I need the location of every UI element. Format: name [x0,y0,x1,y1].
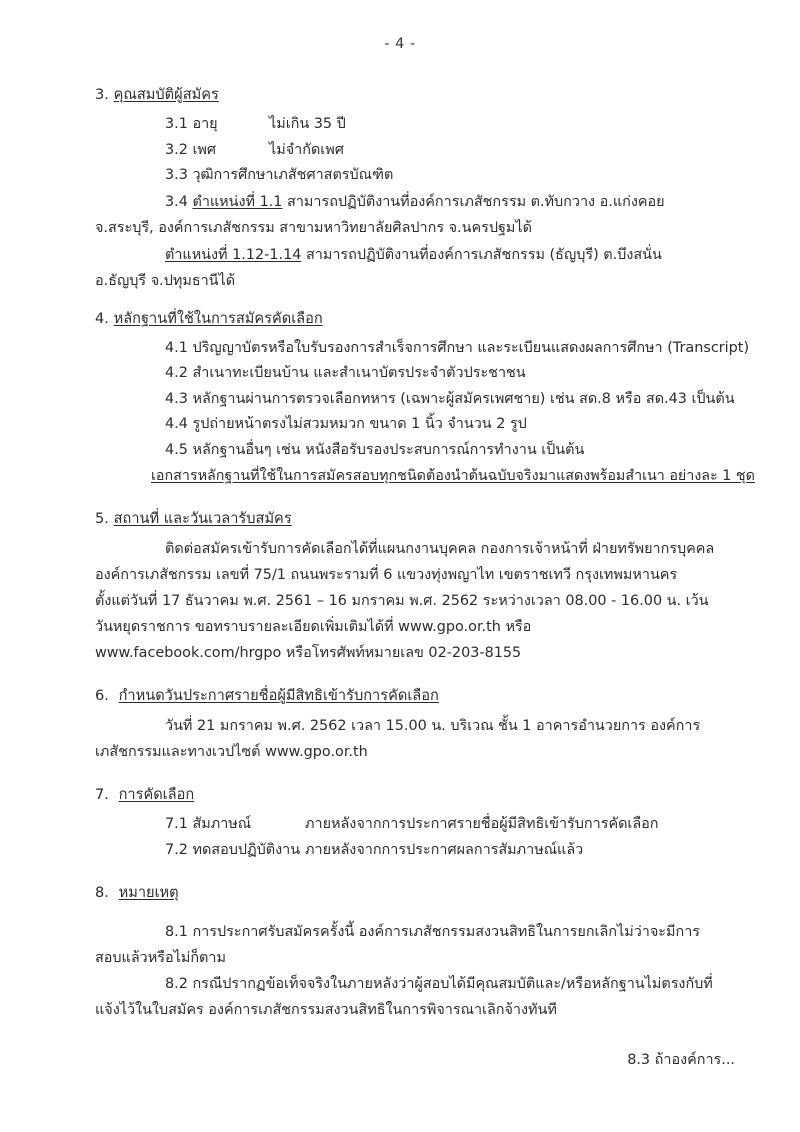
item-3-3-value: เภสัชศาสตรบัณฑิต [273,167,394,183]
item-4-4: 4.4 รูปถ่ายหน้าตรงไม่สวมหมวก ขนาด 1 นิ้ว จำนวน 2 รูป [165,416,527,432]
item-3-4-number: 3.4 [165,193,188,210]
section-5-heading [95,506,715,532]
item-3-2-label: 3.2 เพศ [165,141,216,158]
item-3-2-value: ไม่จำกัดเพศ [269,141,344,158]
item-4-2: 4.2 สำเนาทะเบียนบ้าน และสำเนาบัตรประจำตัวประชาชน [165,365,526,381]
item-7-2 [165,838,715,864]
spacer [95,767,715,782]
item-3-1-value: ไม่เกิน 35 ปี [269,116,346,132]
section-3 [95,82,715,295]
item-3-3 [165,163,715,189]
section-6-heading [95,683,715,709]
section-8 [95,880,715,1023]
item-7-2-label: 7.2 ทดสอบปฏิบัติงาน [165,841,301,858]
section-3-title: คุณสมบัติผู้สมัคร [113,86,219,103]
item-3-1 [165,112,715,138]
section-4 [95,306,755,490]
item-3-1-label: 3.1 อายุ [165,116,218,132]
section-7 [95,782,715,863]
item-3-4-body: สามารถปฏิบัติงานที่องค์การเภสัชกรรม ต.ทับกวาง อ.แก่งคอย จ.สระบุรี, องค์การเภสัชกรรม สาขามหาวิทยาลัยศิลปากร จ.นครปฐมได้ [95,193,665,236]
section-8-heading [95,880,715,906]
item-4-5: 4.5 หลักฐานอื่นๆ เช่น หนังสือรับรองประสบการณ์การทำงาน เป็นต้น [165,441,585,458]
item-7-1 [165,812,715,838]
spacer [95,910,715,919]
item-7-1-value: ภายหลังจากการประกาศรายชื่อผู้มีสิทธิเข้ารับการคัดเลือก [305,816,659,832]
section-8-title: หมายเหตุ [118,884,179,901]
section-8-number: 8. [95,884,109,901]
item-3-4b [95,242,715,295]
section-4-number: 4. [95,309,109,327]
footer-continuation: 8.3 ถ้าองค์การ... [627,1052,735,1068]
section-4-title: หลักฐานที่ใช้ในการสมัครคัดเลือก [113,309,323,327]
item-3-2 [165,138,715,164]
section-5-title: สถานที่ และวันเวลารับสมัคร [113,510,292,527]
section-7-number: 7. [95,786,109,803]
item-3-4-position-ref: ตำแหน่งที่ 1.1 [192,193,283,210]
section-7-title: การคัดเลือก [118,786,195,803]
item-3-3-label: 3.3 วุฒิการศึกษา [165,167,274,183]
section-4-heading [95,306,715,332]
section-6 [95,683,715,765]
section-4-note: เอกสารหลักฐานที่ใช้ในการสมัครสอบทุกชนิดต้องนำต้นฉบับจริงมาแสดงพร้อมสำเนา อย่างละ 1 ชุด [151,468,755,484]
item-7-2-value: ภายหลังจากการประกาศผลการสัมภาษณ์แล้ว [305,841,584,858]
spacer [95,865,715,880]
spacer [95,297,715,306]
spacer [95,491,715,506]
section-7-heading [95,782,715,808]
document-body [95,82,755,1025]
item-3-4b-body: สามารถปฏิบัติงานที่องค์การเภสัชกรรม (ธัญบุรี) ต.บึงสนั่น อ.ธัญบุรี จ.ปทุมธานีได้ [95,246,662,289]
section-5 [95,506,715,666]
page-number: - 4 - [384,36,416,52]
item-8-2: 8.2 กรณีปรากฏข้อเท็จจริงในภายหลังว่าผู้สอบได้มีคุณสมบัติและ/หรือหลักฐานไม่ตรงกับที่แจ้งไว้ในใบสมัคร องค์การเภสัชกรรมสงวนสิทธิในการพิจารณาเลิกจ้างทันที [95,976,713,1018]
section-5-number: 5. [95,510,109,527]
item-8-1: 8.1 การประกาศรับสมัครครั้งนี้ องค์การเภสัชกรรมสงวนสิทธิในการยกเลิกไม่ว่าจะมีการสอบแล้วหรือไม่ก็ตาม [95,924,701,966]
item-3-4b-position-ref: ตำแหน่งที่ 1.12-1.14 [165,246,302,263]
item-3-4 [95,189,715,242]
item-4-1: 4.1 ปริญญาบัตรหรือใบรับรองการสำเร็จการศึกษา และระเบียนแสดงผลการศึกษา (Transcript) [165,339,750,356]
item-7-1-label: 7.1 สัมภาษณ์ [165,816,252,832]
section-5-paragraph: ติดต่อสมัครเข้ารับการคัดเลือกได้ที่แผนกงานบุคคล กองการเจ้าหน้าที่ ฝ่ายทรัพยากรบุคคล องค์การเภสัชกรรม เลขที่ 75/1 ถนนพระรามที่ 6 แขวงทุ่งพญาไท เขตราชเทวี กรุงเทพมหานคร ตั้งแต่วันที่ 17 ธันวาคม พ.ศ. 2561 – 16 มกราคม พ.ศ. 2562 ระหว่างเวลา 08.00 - 16.00 น. เว้นวันหยุดราชการ ขอทราบรายละเอียดเพิ่มเติมได้ที่ www.gpo.or.th หรือ www.facebook.com/hrgpo หรือโทรศัพท์หมายเลข 02-203-8155 [95,541,715,661]
section-3-heading [95,82,715,108]
section-3-number: 3. [95,86,109,103]
spacer [95,668,715,683]
section-6-number: 6. [95,687,109,704]
item-4-3: 4.3 หลักฐานผ่านการตรวจเลือกทหาร (เฉพาะผู้สมัครเพศชาย) เช่น สด.8 หรือ สด.43 เป็นต้น [165,390,735,407]
section-6-paragraph: วันที่ 21 มกราคม พ.ศ. 2562 เวลา 15.00 น. บริเวณ ชั้น 1 อาคารอำนวยการ องค์การเภสัชกรรมและทางเวปไซต์ www.gpo.or.th [95,718,701,760]
section-6-title: กำหนดวันประกาศรายชื่อผู้มีสิทธิเข้ารับการคัดเลือก [118,687,439,704]
